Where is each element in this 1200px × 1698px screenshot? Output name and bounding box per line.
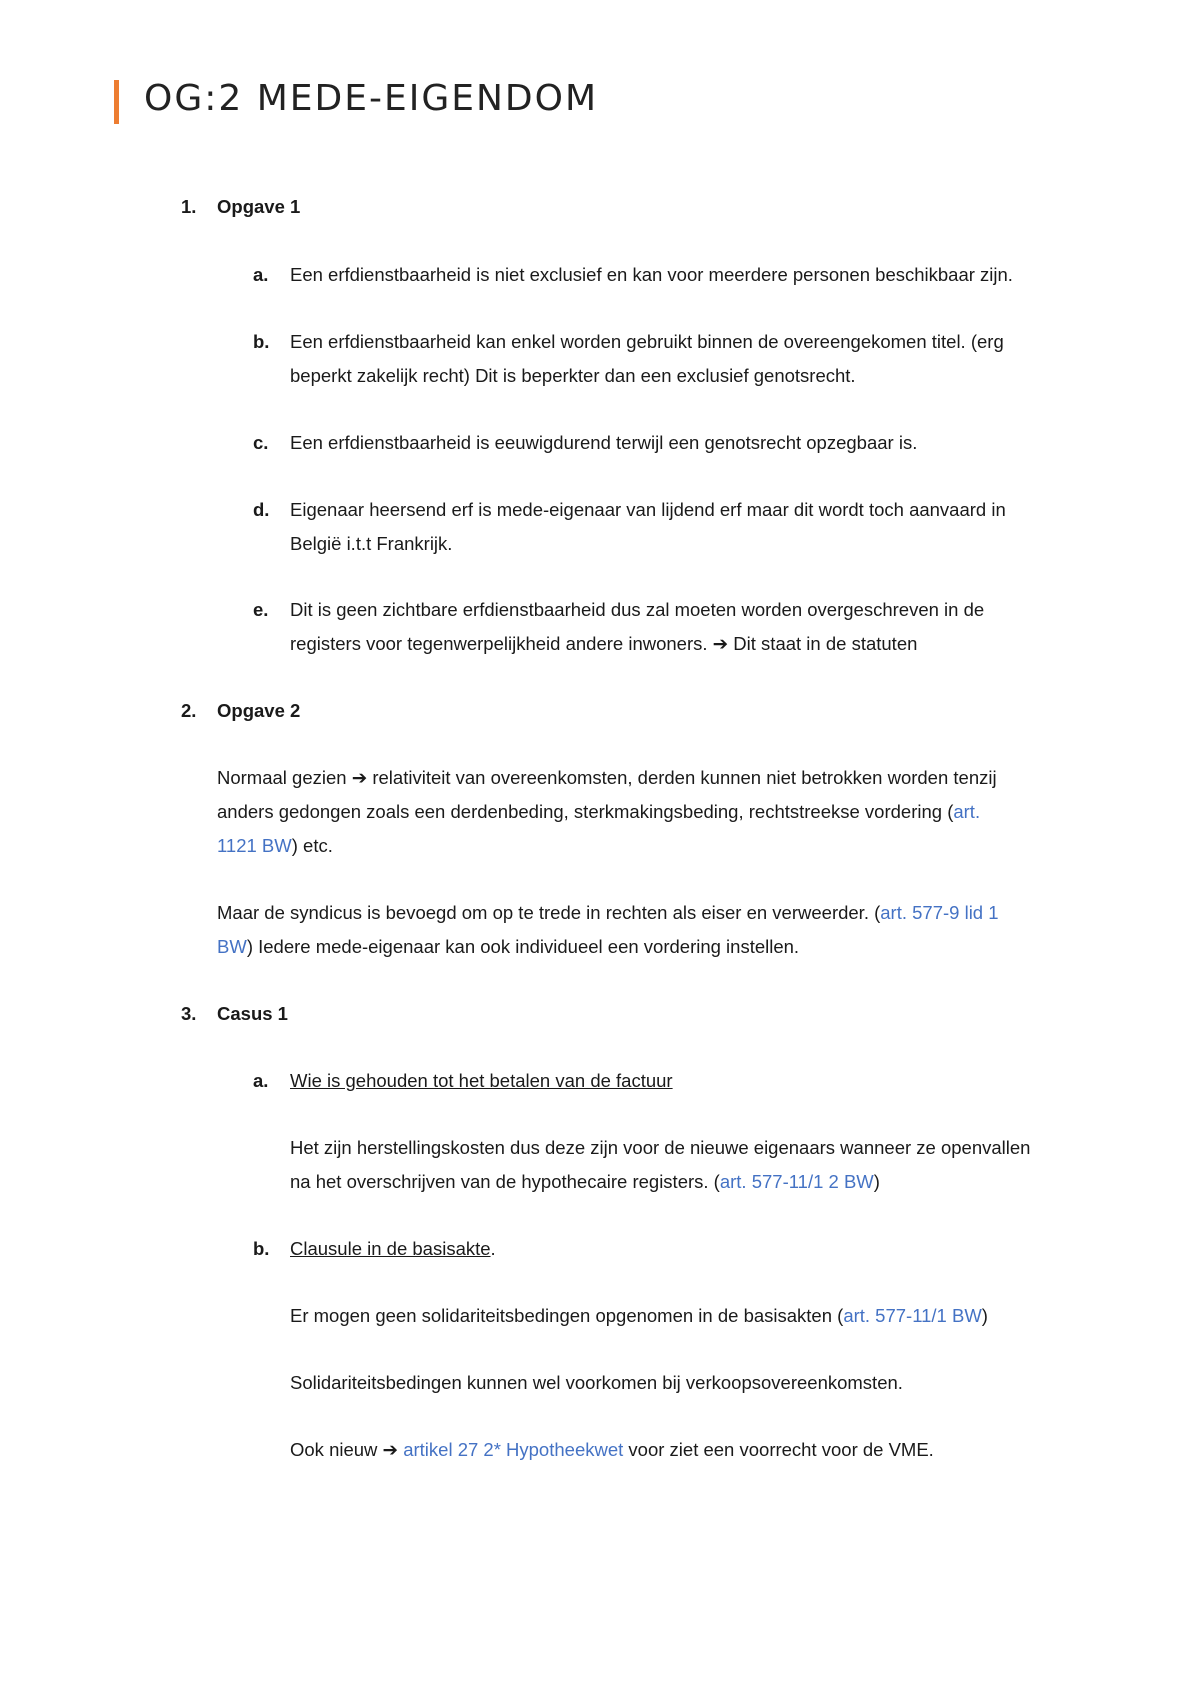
section-3-heading: Casus 1 bbox=[217, 1003, 288, 1024]
item-3b-heading: Clausule in de basisakte bbox=[290, 1238, 491, 1259]
item-3b-label: b. bbox=[253, 1238, 270, 1259]
law-reference-link[interactable]: art. 577-9 lid 1 bbox=[880, 902, 999, 923]
item-1c-text: Een erfdienstbaarheid is eeuwigdurend terwijl een genotsrecht opzegbaar is. bbox=[290, 432, 918, 453]
paragraph-2-1-line1 bbox=[217, 766, 997, 790]
section-1-heading: Opgave 1 bbox=[217, 196, 301, 217]
item-3a-heading: Wie is gehouden tot het betalen van de factuur bbox=[290, 1070, 673, 1091]
item-3a-text-line1: Het zijn herstellingskosten dus deze zijn voor de nieuwe eigenaars wanneer ze openvallen bbox=[290, 1137, 1031, 1158]
paragraph-2-2-part2: ) Iedere mede-eigenaar kan ook individueel een vordering instellen. bbox=[246, 936, 800, 957]
item-3b-paragraph-3 bbox=[290, 1438, 934, 1462]
item-3a-label: a. bbox=[253, 1070, 269, 1091]
item-3b-p3-part1: Ook nieuw bbox=[290, 1439, 383, 1460]
item-3b-heading-line bbox=[290, 1237, 496, 1261]
law-reference-link[interactable]: art. 577-11/1 BW bbox=[843, 1305, 982, 1326]
item-1d-text-line1: Eigenaar heersend erf is mede-eigenaar van lijdend erf maar dit wordt toch aanvaard in bbox=[290, 499, 1006, 520]
item-3b-heading-tail: . bbox=[490, 1238, 496, 1259]
item-1a-label: a. bbox=[253, 264, 269, 285]
paragraph-2-1-part1: Normaal gezien bbox=[217, 767, 352, 788]
item-1e-text-part2: Dit staat in de statuten bbox=[728, 633, 918, 654]
section-2-heading: Opgave 2 bbox=[217, 700, 301, 721]
item-1e-label: e. bbox=[253, 599, 269, 620]
law-reference-link[interactable]: art. bbox=[953, 801, 981, 822]
item-1e-text-part1: registers voor tegenwerpelijkheid andere inwoners. bbox=[290, 633, 713, 654]
item-3b-p1-part2: ) bbox=[981, 1305, 988, 1326]
item-3b-paragraph-2: Solidariteitsbedingen kunnen wel voorkomen bij verkoopsovereenkomsten. bbox=[290, 1372, 903, 1393]
arrow-right-icon: ➔ bbox=[351, 767, 368, 788]
item-1e-text-line1: Dit is geen zichtbare erfdienstbaarheid dus zal moeten worden overgeschreven in de bbox=[290, 599, 985, 620]
item-3b-paragraph-1 bbox=[290, 1304, 988, 1328]
item-1b-text-line1: Een erfdienstbaarheid kan enkel worden gebruikt binnen de overeengekomen titel. (erg bbox=[290, 331, 1004, 352]
paragraph-2-1-part4: ) etc. bbox=[291, 835, 333, 856]
title-accent-bar bbox=[114, 80, 119, 124]
law-reference-link[interactable]: 1121 BW bbox=[217, 835, 292, 856]
section-2-number: 2. bbox=[181, 700, 197, 721]
paragraph-2-2-line1 bbox=[217, 901, 999, 925]
page-title: OG:2 MEDE-EIGENDOM bbox=[144, 78, 599, 119]
arrow-right-icon: ➔ bbox=[712, 633, 729, 654]
item-1d-text-line2: België i.t.t Frankrijk. bbox=[290, 533, 453, 554]
item-3a-text-part1: na het overschrijven van de hypothecaire registers. ( bbox=[290, 1171, 720, 1192]
item-1a-text: Een erfdienstbaarheid is niet exclusief en kan voor meerdere personen beschikbaar zijn. bbox=[290, 264, 1013, 285]
item-1d-label: d. bbox=[253, 499, 270, 520]
item-3a-text-line2 bbox=[290, 1170, 880, 1194]
section-1-number: 1. bbox=[181, 196, 197, 217]
paragraph-2-1-line2 bbox=[217, 800, 980, 824]
law-reference-link[interactable]: BW bbox=[217, 936, 247, 957]
section-3-number: 3. bbox=[181, 1003, 197, 1024]
paragraph-2-1-part2: relativiteit van overeenkomsten, derden kunnen niet betrokken worden tenzij bbox=[367, 767, 997, 788]
item-1b-label: b. bbox=[253, 331, 270, 352]
paragraph-2-1-line3 bbox=[217, 834, 333, 858]
item-3b-p1-part1: Er mogen geen solidariteitsbedingen opgenomen in de basisakten ( bbox=[290, 1305, 844, 1326]
item-1b-text-line2: beperkt zakelijk recht) Dit is beperkter dan een exclusief genotsrecht. bbox=[290, 365, 856, 386]
law-reference-link[interactable]: artikel 27 2* Hypotheekwet bbox=[398, 1439, 629, 1460]
item-1e-text-line2 bbox=[290, 632, 917, 656]
item-1c-label: c. bbox=[253, 432, 269, 453]
law-reference-link[interactable]: art. 577-11/1 2 BW bbox=[719, 1171, 874, 1192]
item-3a-text-part2: ) bbox=[873, 1171, 880, 1192]
arrow-right-icon: ➔ bbox=[382, 1439, 399, 1460]
paragraph-2-2-line2 bbox=[217, 935, 799, 959]
item-3b-p3-part2: voor ziet een voorrecht voor de VME. bbox=[628, 1439, 934, 1460]
paragraph-2-2-part1: Maar de syndicus is bevoegd om op te trede in rechten als eiser en verweerder. ( bbox=[217, 902, 881, 923]
paragraph-2-1-part3: anders gedongen zoals een derdenbeding, sterkmakingsbeding, rechtstreekse vordering ( bbox=[217, 801, 954, 822]
